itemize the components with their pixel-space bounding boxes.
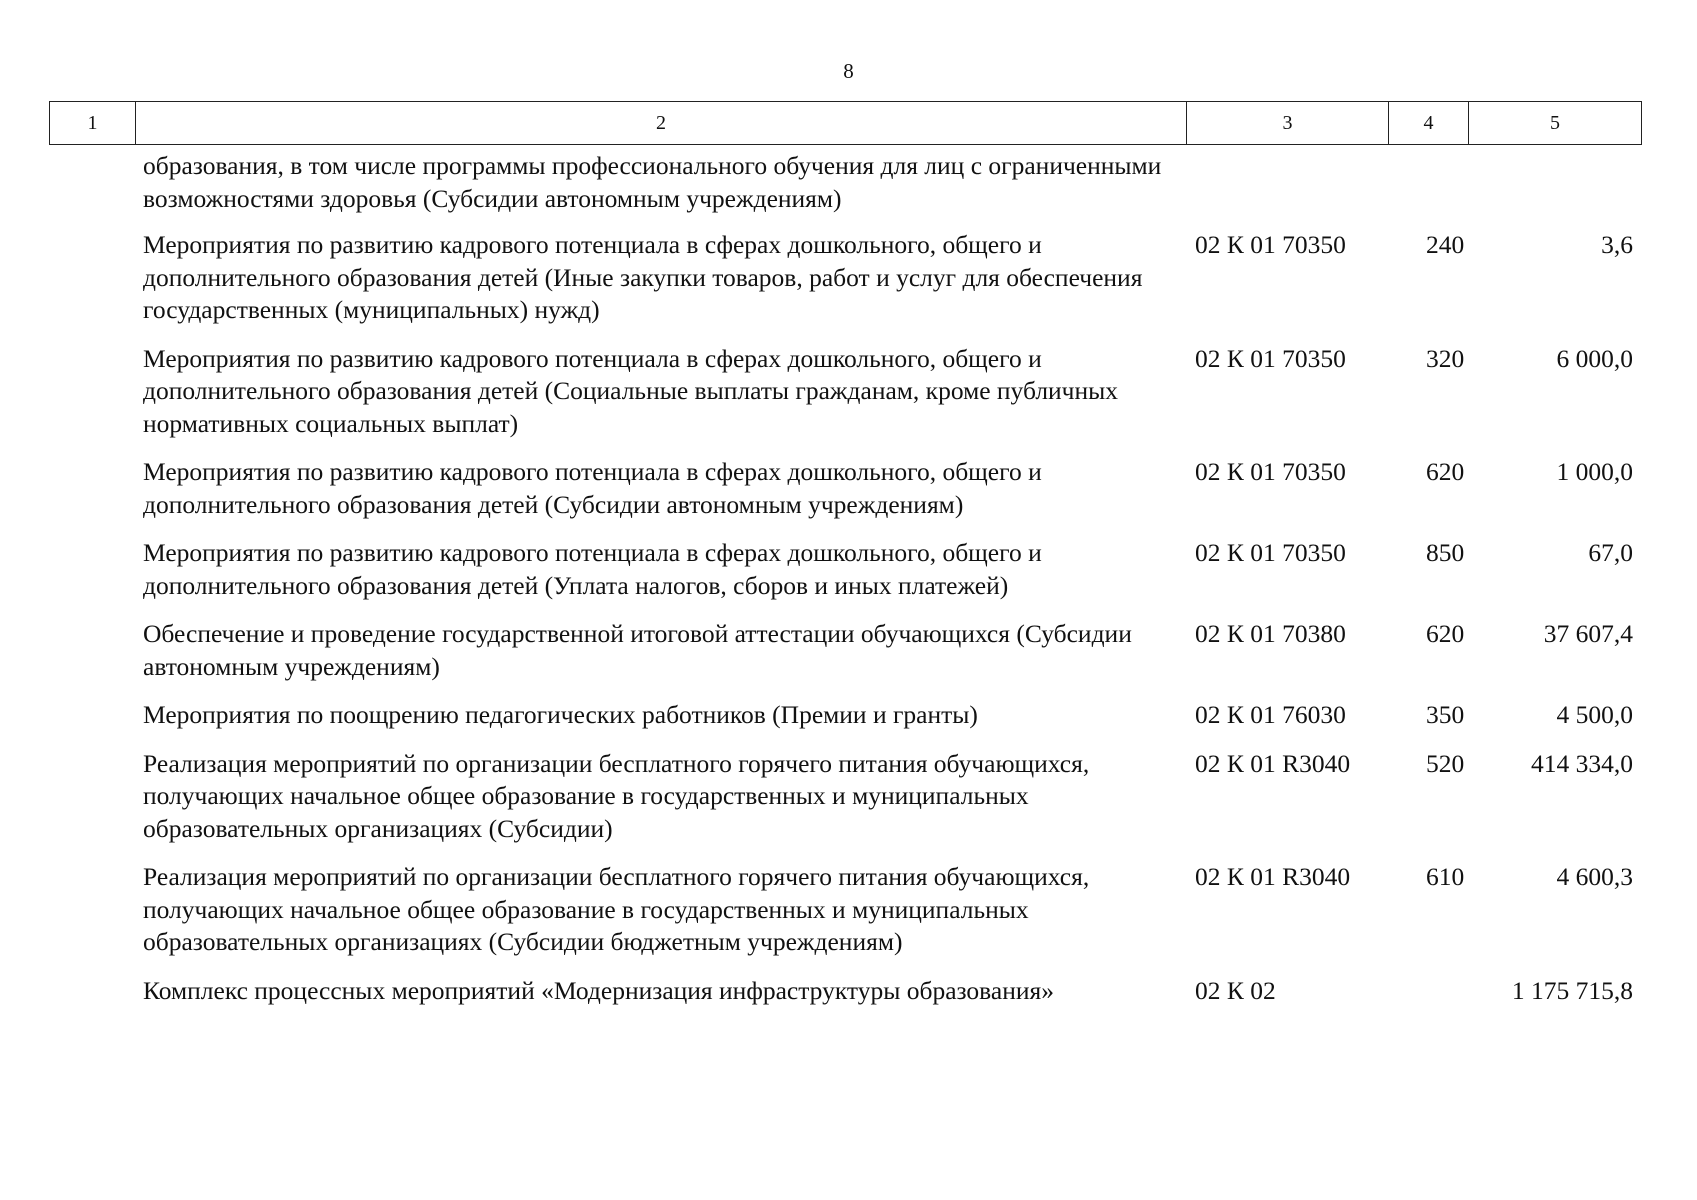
- column-header-3: 3: [1187, 102, 1389, 145]
- column-header-2: 2: [136, 102, 1187, 145]
- row-code: 02 К 01 70350: [1195, 457, 1346, 486]
- column-header-5: 5: [1469, 102, 1642, 145]
- row-name: Комплекс процессных мероприятий «Модернизация инфраструктуры образования»: [143, 975, 1054, 1005]
- row-expense-type: 610: [1426, 862, 1465, 891]
- row-name: Мероприятия по развитию кадрового потенциала в сферах дошкольного, общего и дополнительного образования детей (Иные закупки товаров, работ и услуг для обеспечения государственных (муниципальных) нужд): [143, 230, 1143, 324]
- table-row: [49, 456, 1641, 521]
- row-name: Мероприятия по поощрению педагогических работников (Премии и гранты): [143, 700, 978, 729]
- column-header-1: 1: [50, 102, 136, 145]
- row-amount: 37 607,4: [1543, 619, 1633, 648]
- row-expense-type: 520: [1426, 748, 1465, 778]
- row-code: 02 К 01 70350: [1195, 538, 1346, 567]
- row-code: 02 К 01 70350: [1195, 230, 1346, 259]
- column-header-row: [50, 102, 1642, 145]
- table-row: [49, 699, 1641, 732]
- table-row: [49, 343, 1641, 441]
- column-header-table: [49, 101, 1642, 145]
- table-row: [49, 229, 1641, 327]
- row-code: 02 К 01 70350: [1195, 343, 1346, 373]
- row-name: Мероприятия по развитию кадрового потенциала в сферах дошкольного, общего и дополнительного образования детей (Социальные выплаты гражданам, кроме публичных нормативных социальных выплат): [143, 343, 1119, 438]
- table-row: [49, 861, 1641, 959]
- row-code: 02 К 01 R3040: [1195, 748, 1351, 778]
- column-header-4: 4: [1389, 102, 1469, 145]
- row-name: Реализация мероприятий по организации бесплатного горячего питания обучающихся, получающих начальное общее образование в государственных и муниципальных образовательных организациях (Субсидии бюджетным учреждениям): [143, 862, 1090, 956]
- row-amount: 1 175 715,8: [1511, 975, 1633, 1005]
- row-code: 02 К 02: [1195, 975, 1276, 1005]
- row-name: Мероприятия по развитию кадрового потенциала в сферах дошкольного, общего и дополнительного образования детей (Уплата налогов, сборов и иных платежей): [143, 538, 1042, 600]
- row-amount: 6 000,0: [1556, 343, 1633, 373]
- budget-table-body: [49, 150, 1641, 1023]
- row-expense-type: 620: [1426, 457, 1465, 486]
- row-code: 02 К 01 R3040: [1195, 862, 1351, 891]
- row-name: Мероприятия по развитию кадрового потенциала в сферах дошкольного, общего и дополнительного образования детей (Субсидии автономным учреждениям): [143, 457, 1042, 519]
- row-name: Реализация мероприятий по организации бесплатного горячего питания обучающихся, получающих начальное общее образование в государственных и муниципальных образовательных организациях (Субсидии): [143, 748, 1090, 843]
- row-expense-type: 850: [1426, 538, 1465, 567]
- row-amount: 67,0: [1588, 538, 1633, 567]
- row-name: образования, в том числе программы профессионального обучения для лиц с ограниченными возможностями здоровья (Субсидии автономным учреждениям): [143, 151, 1162, 213]
- table-row: [49, 150, 1641, 215]
- table-row: [49, 618, 1641, 683]
- table-row: [49, 537, 1641, 602]
- row-amount: 3,6: [1601, 230, 1633, 259]
- table-row: [49, 975, 1641, 1008]
- row-code: 02 К 01 70380: [1195, 619, 1346, 648]
- table-row: [49, 748, 1641, 846]
- page-number: 8: [843, 59, 854, 83]
- row-expense-type: 620: [1426, 619, 1465, 648]
- row-expense-type: 240: [1426, 230, 1465, 259]
- row-amount: 414 334,0: [1531, 748, 1633, 778]
- row-expense-type: 320: [1426, 343, 1465, 373]
- row-amount: 4 600,3: [1556, 862, 1633, 891]
- row-amount: 4 500,0: [1556, 700, 1633, 729]
- row-name: Обеспечение и проведение государственной итоговой аттестации обучающихся (Субсидии автономным учреждениям): [143, 619, 1132, 681]
- row-expense-type: 350: [1426, 700, 1465, 729]
- row-code: 02 К 01 76030: [1195, 700, 1346, 729]
- row-amount: 1 000,0: [1556, 457, 1633, 486]
